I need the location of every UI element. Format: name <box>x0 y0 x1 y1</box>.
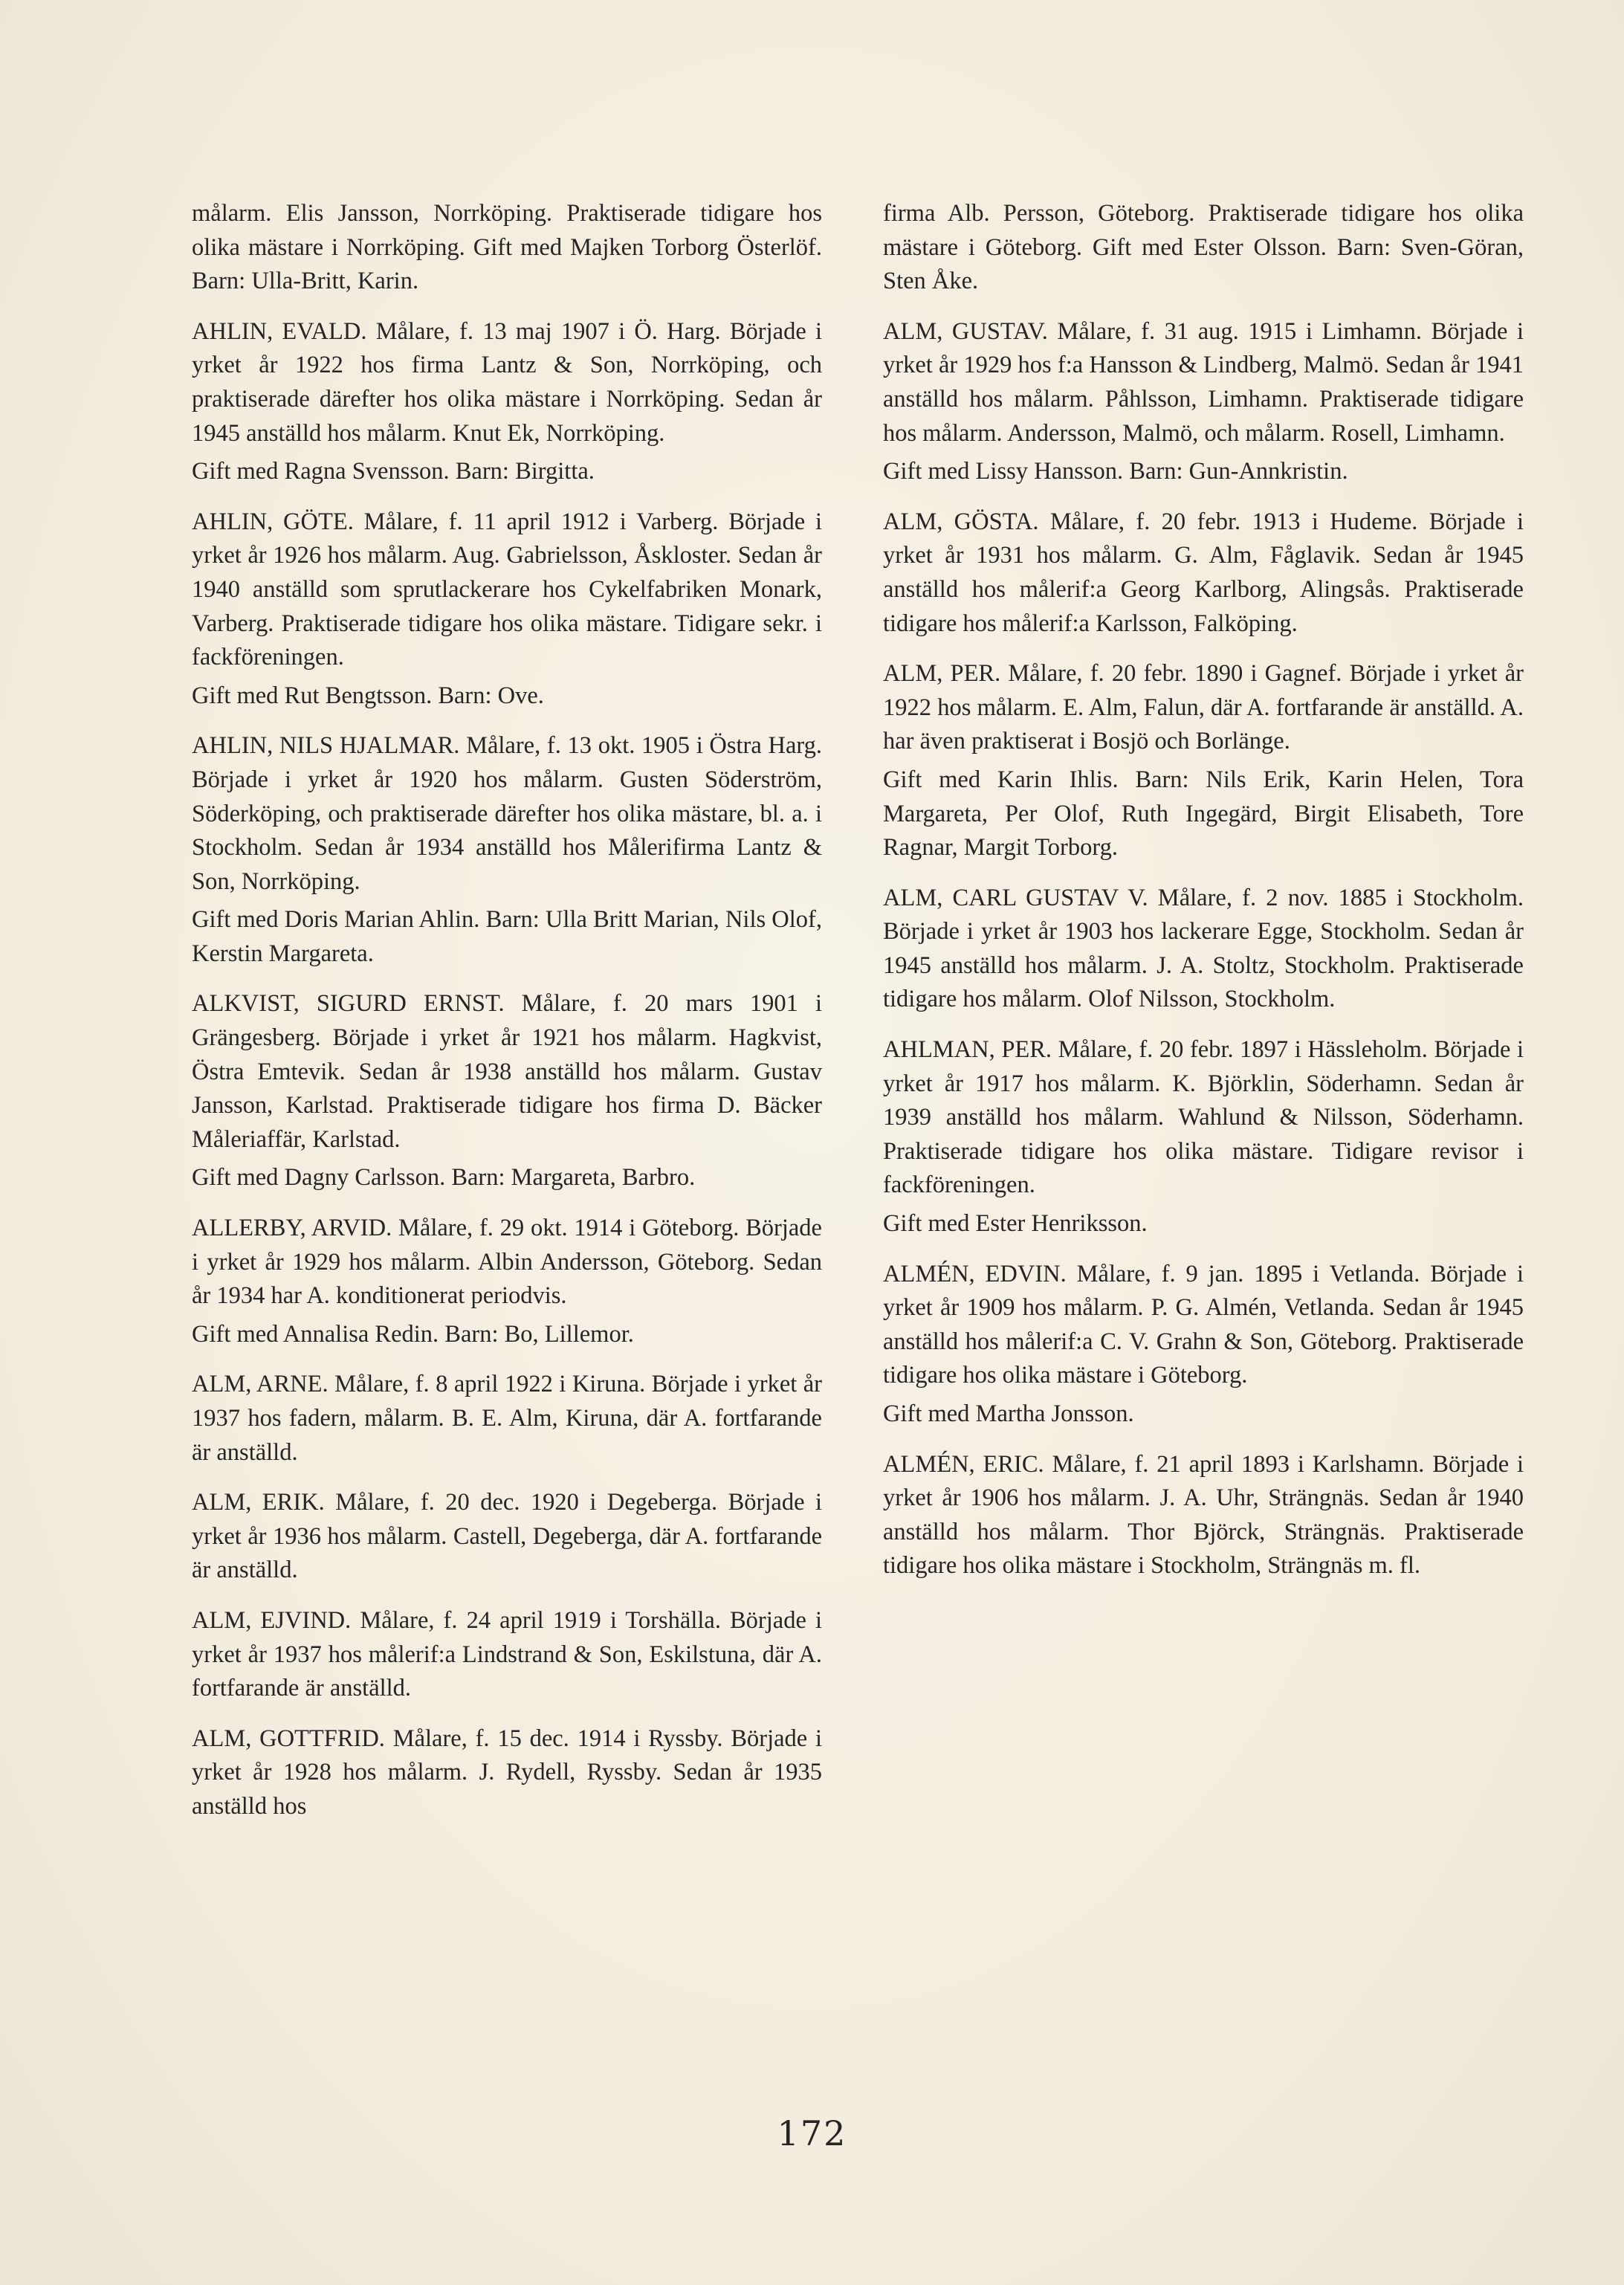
entry-bio: AHLMAN, PER. Målare, f. 20 febr. 1897 i Hässleholm. Började i yrket år 1917 hos målarm. K. Björklin, Söderhamn. Sedan år 1939 anställd hos målarm. Wahlund & Nilsson, Söderhamn. Praktiserade tidigare hos olika mästare. Tidigare revisor i fackföreningen. <box>883 1036 1524 1199</box>
entry-bio: ALM, EJVIND. Målare, f. 24 april 1919 i Torshälla. Började i yrket år 1937 hos målerif:a Lindstrand & Son, Eskilstuna, där A. fortfarande är anställd. <box>192 1606 822 1702</box>
entry-alkvist-sigurd-ernst <box>192 987 822 1195</box>
entry-family: Gift med Karin Ihlis. Barn: Nils Erik, Karin Helen, Tora Margareta, Per Olof, Ruth Ingegärd, Birgit Elisabeth, Tore Ragnar, Margit Torborg. <box>883 766 1524 862</box>
entry-bio: AHLIN, GÖTE. Målare, f. 11 april 1912 i Varberg. Började i yrket år 1926 hos målarm. Aug. Gabrielsson, Åskloster. Sedan år 1940 anställd som sprutlackerare hos Cykelfabriken Monark, Varberg. Praktiserade tidigare hos olika mästare. Tidigare sekr. i fackföreningen. <box>192 508 822 671</box>
entry-alm-gottfrid <box>192 1722 822 1824</box>
entry-alm-carl-gustav <box>883 882 1524 1017</box>
continued-entry-text: firma Alb. Persson, Göteborg. Praktiserade tidigare hos olika mästare i Göteborg. Gift med Ester Olsson. Barn: Sven-Göran, Sten Åke. <box>883 200 1524 295</box>
entry-alm-gustav <box>883 315 1524 489</box>
entry-alm-ejvind <box>192 1604 822 1706</box>
entry-family: Gift med Dagny Carlsson. Barn: Margareta, Barbro. <box>192 1164 696 1192</box>
entry-alm-gosta <box>883 505 1524 641</box>
entry-bio: AHLIN, EVALD. Målare, f. 13 maj 1907 i Ö. Harg. Började i yrket år 1922 hos firma Lantz & Son, Norrköping, och praktiserade därefter hos olika mästare i Norrköping. Sedan år 1945 anställd hos målarm. Knut Ek, Norrköping. <box>192 317 822 447</box>
entry-bio: ALM, CARL GUSTAV V. Målare, f. 2 nov. 1885 i Stockholm. Började i yrket år 1903 hos lackerare Egge, Stockholm. Sedan år 1945 anställd hos målarm. J. A. Stoltz, Stockholm. Praktiserade tidigare hos målarm. Olof Nilsson, Stockholm. <box>883 884 1524 1013</box>
page-number: 172 <box>777 2113 847 2153</box>
continued-entry-text: målarm. Elis Jansson, Norrköping. Praktiserade tidigare hos olika mästare i Norrköping. Gift med Majken Torborg Österlöf. Barn: Ulla-Britt, Karin. <box>192 200 822 295</box>
entry-ahlman-per <box>883 1033 1524 1241</box>
entry-bio: ALM, PER. Målare, f. 20 febr. 1890 i Gagnef. Började i yrket år 1922 hos målarm. E. Alm, Falun, där A. fortfarande är anställd. A. har även praktiserat i Bosjö och Borlänge. <box>883 660 1524 755</box>
entry-almen-eric <box>883 1448 1524 1583</box>
entry-family: Gift med Ester Henriksson. <box>883 1210 1148 1238</box>
entry-alm-arne <box>192 1368 822 1470</box>
entry-bio: ALMÉN, EDVIN. Målare, f. 9 jan. 1895 i Vetlanda. Började i yrket år 1909 hos målarm. P. G. Almén, Vetlanda. Sedan år 1945 anställd hos målerif:a C. V. Grahn & Son, Göteborg. Praktiserade tidigare hos olika mästare i Göteborg. <box>883 1260 1524 1389</box>
entry-bio: ALM, GOTTFRID. Målare, f. 15 dec. 1914 i Ryssby. Började i yrket år 1928 hos målarm. J. Rydell, Ryssby. Sedan år 1935 anställd hos <box>192 1725 822 1820</box>
entry-bio: AHLIN, NILS HJALMAR. Målare, f. 13 okt. 1905 i Östra Harg. Började i yrket år 1920 hos målarm. Gusten Söderström, Söderköping, och praktiserade därefter hos olika mästare, bl. a. i Stockholm. Sedan år 1934 anställd hos Målerifirma Lantz & Son, Norrköping. <box>192 732 822 895</box>
entry-bio: ALM, GÖSTA. Målare, f. 20 febr. 1913 i Hudeme. Började i yrket år 1931 hos målarm. G. Alm, Fåglavik. Sedan år 1945 anställd hos målerif:a Georg Karlborg, Alingsås. Praktiserade tidigare hos målerif:a Karlsson, Falköping. <box>883 508 1524 637</box>
entry-alm-erik <box>192 1486 822 1588</box>
entry-ahlin-nils-hjalmar <box>192 729 822 971</box>
left-column <box>192 197 822 1840</box>
entry-family: Gift med Doris Marian Ahlin. Barn: Ulla Britt Marian, Nils Olof, Kerstin Margareta. <box>192 906 822 967</box>
entry-bio: ALM, ARNE. Målare, f. 8 april 1922 i Kiruna. Började i yrket år 1937 hos fadern, målarm. B. E. Alm, Kiruna, där A. fortfarande är anställd. <box>192 1371 822 1466</box>
entry-bio: ALMÉN, ERIC. Målare, f. 21 april 1893 i Karlshamn. Började i yrket år 1906 hos målarm. J. A. Uhr, Strängnäs. Sedan år 1940 anställd hos målarm. Thor Björck, Strängnäs. Praktiserade tidigare hos olika mästare i Stockholm, Strängnäs m. fl. <box>883 1450 1524 1580</box>
entry-allerby-arvid <box>192 1212 822 1351</box>
right-column <box>883 197 1524 1600</box>
entry-alm-per <box>883 657 1524 865</box>
entry-family: Gift med Annalisa Redin. Barn: Bo, Lillemor. <box>192 1320 634 1348</box>
entry-bio: ALM, ERIK. Målare, f. 20 dec. 1920 i Degeberga. Började i yrket år 1936 hos målarm. Castell, Degeberga, där A. fortfarande är anställd. <box>192 1489 822 1584</box>
entry-ahlin-gote <box>192 505 822 714</box>
entry-family: Gift med Ragna Svensson. Barn: Birgitta. <box>192 458 595 485</box>
entry-bio: ALM, GUSTAV. Målare, f. 31 aug. 1915 i Limhamn. Började i yrket år 1929 hos f:a Hansson & Lindberg, Malmö. Sedan år 1941 anställd hos målarm. Påhlsson, Limhamn. Praktiserade tidigare hos målarm. Andersson, Malmö, och målarm. Rosell, Limhamn. <box>883 317 1524 447</box>
entry-bio: ALLERBY, ARVID. Målare, f. 29 okt. 1914 i Göteborg. Började i yrket år 1929 hos målarm. Albin Andersson, Göteborg. Sedan år 1934 har A. konditionerat periodvis. <box>192 1215 822 1310</box>
entry-family: Gift med Martha Jonsson. <box>883 1400 1134 1427</box>
entry-bio: ALKVIST, SIGURD ERNST. Målare, f. 20 mars 1901 i Grängesberg. Började i yrket år 1921 hos målarm. Hagkvist, Östra Emtevik. Sedan år 1938 anställd hos målarm. Gustav Jansson, Karlstad. Praktiserade tidigare hos firma D. Bäcker Måleriaffär, Karlstad. <box>192 990 822 1153</box>
entry-family: Gift med Rut Bengtsson. Barn: Ove. <box>192 682 544 709</box>
entry-almen-edvin <box>883 1258 1524 1432</box>
entry-ahlin-evald <box>192 315 822 489</box>
entry-family: Gift med Lissy Hansson. Barn: Gun-Annkristin. <box>883 458 1348 485</box>
